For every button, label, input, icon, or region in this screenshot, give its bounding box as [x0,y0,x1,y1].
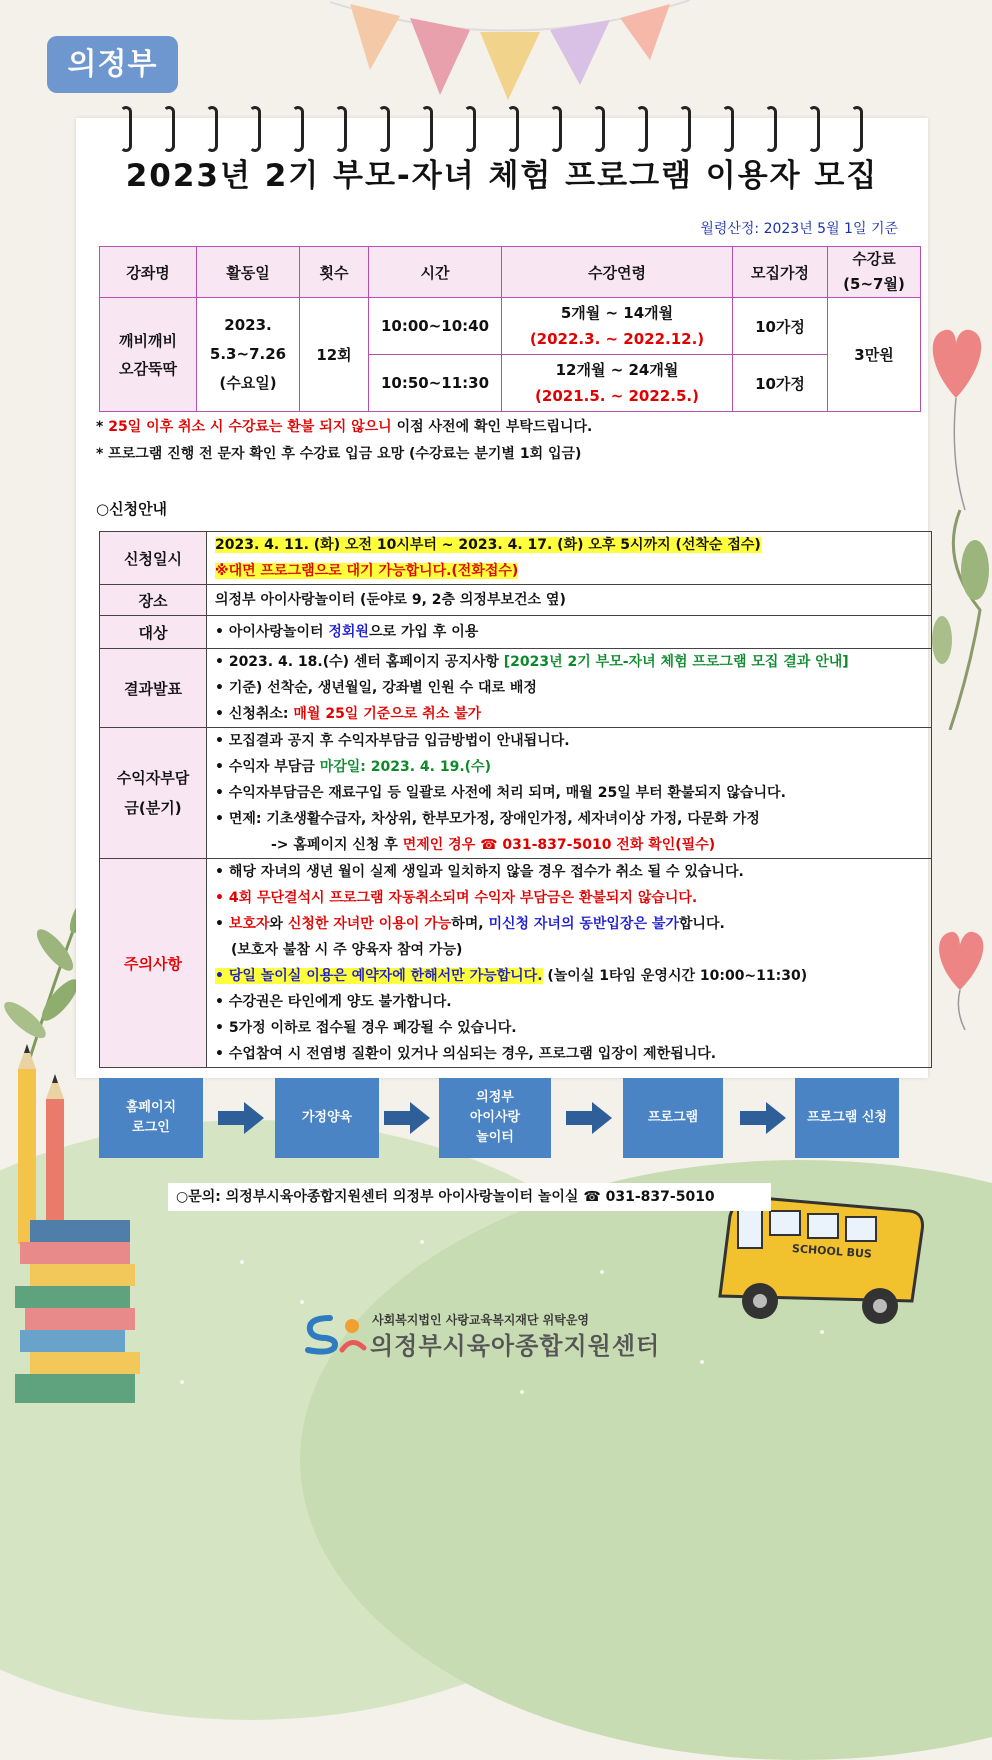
birth-range: (2021.5. ~ 2022.5.) [535,387,699,405]
period-label: 신청일시 [100,532,207,585]
absence-warning: • 4회 무단결석시 프로그램 자동취소되며 수익자 부담금은 환불되지 않습니다. [215,890,698,906]
age-basis-note: 월령산정: 2023년 5월 1일 기준 [700,221,898,237]
age-cell [502,355,733,412]
table-row [100,298,921,355]
place-cell [207,585,932,616]
flow-step-program: 프로그램 [623,1078,723,1158]
bunting-decoration [330,0,690,110]
header-age: 수강연령 [502,247,733,298]
page-title: 2023년 2기 부모-자녀 체험 프로그램 이용자 모집 [125,158,879,194]
course-name-cell [100,298,197,412]
result-label: 결과발표 [100,649,207,728]
course-name-line: 깨비깨비 [119,331,177,350]
heart-decoration [925,920,992,1030]
flow-step-login: 홈페이지 로그인 [99,1078,203,1158]
arrow-right-icon [218,1102,264,1134]
books-decoration [10,1220,160,1403]
flow-step-apply: 프로그램 신청 [795,1078,899,1158]
activity-date-line: (수요일) [219,374,277,392]
age-range: 12개월 ~ 24개월 [555,361,679,379]
waitlist-text: ※대면 프로그램으로 대기 가능합니다.(전화접수) [215,563,519,579]
caution-label: 주의사항 [100,859,207,1068]
result-notice-title: [2023년 2기 부모-자녀 체험 프로그램 모집 결과 안내] [503,654,849,670]
place-text: 의정부 아이사랑놀이터 (둔야로 9, 2층 의정부보건소 옆) [215,592,566,608]
member-text: 정회원 [328,624,369,640]
header-sessions: 횟수 [300,247,369,298]
result-cell: • 2023. 4. 18.(수) 센터 홈페이지 공지사항 [2023년 2기 부모-자녀 체험 프로그램 모집 결과 안내] • 기준) 선착순, 생년월일, 강좌별 인원 수 대로 배정 • 신청취소: 매월 25일 기준으로 취소 불가 [207,649,932,728]
region-tag: 의정부 [47,36,178,93]
activity-date-cell [197,298,300,412]
families-cell: 10가정 [733,298,828,355]
pencils-decoration [10,1044,80,1244]
target-cell: • 아이사랑놀이터 정회원으로 가입 후 이용 [207,616,932,649]
sessions-cell: 12회 [300,298,369,412]
fee-label: 수익자부담 금(분기) [100,728,207,859]
org-name: 의정부시육아종합지원센터 [370,1332,661,1360]
table-row [100,649,932,728]
age-range: 5개월 ~ 14개월 [560,304,674,322]
arrow-right-icon [384,1102,430,1134]
course-table [99,246,921,412]
table-row [100,859,932,1068]
flow-step-playground: 의정부 아이사랑 놀이터 [439,1078,551,1158]
inquiry-info: ○문의: 의정부시육아종합지원센터 의정부 아이사랑놀이터 놀이실 ☎ 031-837-5010 [168,1183,771,1211]
header-time: 시간 [369,247,502,298]
table-row [100,532,932,585]
header-fee: 수강료 (5~7월) [828,247,921,298]
caution-cell: • 해당 자녀의 생년 월이 실제 생일과 일치하지 않을 경우 접수가 취소 될 수 있습니다. • 4회 무단결석시 프로그램 자동취소되며 수익자 부담금은 환불되지 않습니다. • 보호자와 신청한 자녀만 이용이 가능하며, 미신청 자녀의 동반입장은 불가합니다. (보호자 불참 시 주 양육자 참여 가능) • 당일 놀이실 이용은 예약자에 한해서만 가능합니다. (놀이실 1타임 운영시간 10:00~11:30) • 수강권은 타인에게 양도 불가합니다. • 5가정 이하로 접수될 경우 폐강될 수 있습니다. • 수업참여 시 전염병 질환이 있거나 의심되는 경우, 프로그램 입장이 제한됩니다. [207,859,932,1068]
course-name-line: 오감뚝딱 [119,359,177,378]
bus-label: SCHOOL BUS [791,1242,873,1261]
refund-note: * 25일 이후 취소 시 수강료는 환불 되지 않으니 이점 사전에 확인 부탁드립니다. [96,419,593,435]
arrow-right-icon [566,1102,612,1134]
age-cell [502,298,733,355]
birth-range: (2022.3. ~ 2022.12.) [529,330,705,348]
arrow-right-icon [740,1102,786,1134]
org-subtitle: 사회복지법인 사랑교육복지재단 위탁운영 [372,1313,590,1327]
payment-note: * 프로그램 진행 전 문자 확인 후 수강료 입금 요망 (수강료는 분기별 1회 입금) [96,446,582,462]
cancel-policy: 매월 25일 기준으로 취소 불가 [293,706,482,722]
header-families: 모집가정 [733,247,828,298]
period-cell [207,532,932,585]
fee-detail-cell: • 모집결과 공지 후 수익자부담금 입금방법이 안내됩니다. • 수익자 부담금 마감일: 2023. 4. 19.(수) • 수익자부담금은 재료구입 등 일괄로 사전에 처리 되며, 매월 25일 부터 환불되지 않습니다. • 면제: 기초생활수급자, 차상위, 한부모가정, 장애인가정, 세자녀이상 가정, 다문화 가정 -> 홈페이지 신청 후 면제인 경우 ☎ 031-837-5010 전화 확인(필수) [207,728,932,859]
flow-step-home-care: 가정양육 [275,1078,379,1158]
time-cell: 10:50~11:30 [369,355,502,412]
guide-table [99,531,932,1068]
course-table-header [100,247,921,298]
period-text: 2023. 4. 11. (화) 오전 10시부터 ~ 2023. 4. 17. (화) 오후 5시까지 (선착순 접수) [215,537,761,553]
reservation-only: • 당일 놀이실 이용은 예약자에 한해서만 가능합니다. [215,968,543,984]
activity-date-line: 2023. [224,316,272,334]
place-label: 장소 [100,585,207,616]
center-logo-icon [300,1312,370,1356]
table-row [100,616,932,649]
header-activity-date: 활동일 [197,247,300,298]
activity-date-line: 5.3~7.26 [209,345,287,363]
section-title: ○신청안내 [96,500,168,518]
families-cell: 10가정 [733,355,828,412]
header-course-name: 강좌명 [100,247,197,298]
exemption-phone: 면제인 경우 ☎ 031-837-5010 전화 확인(필수) [402,837,716,853]
time-cell: 10:00~10:40 [369,298,502,355]
fee-cell: 3만원 [828,298,921,412]
table-row [100,585,932,616]
fee-deadline: 마감일: 2023. 4. 19.(수) [319,759,491,775]
refund-warning: 25일 이후 취소 시 수강료는 환불 되지 않으니 [108,419,392,435]
target-label: 대상 [100,616,207,649]
table-row [100,728,932,859]
